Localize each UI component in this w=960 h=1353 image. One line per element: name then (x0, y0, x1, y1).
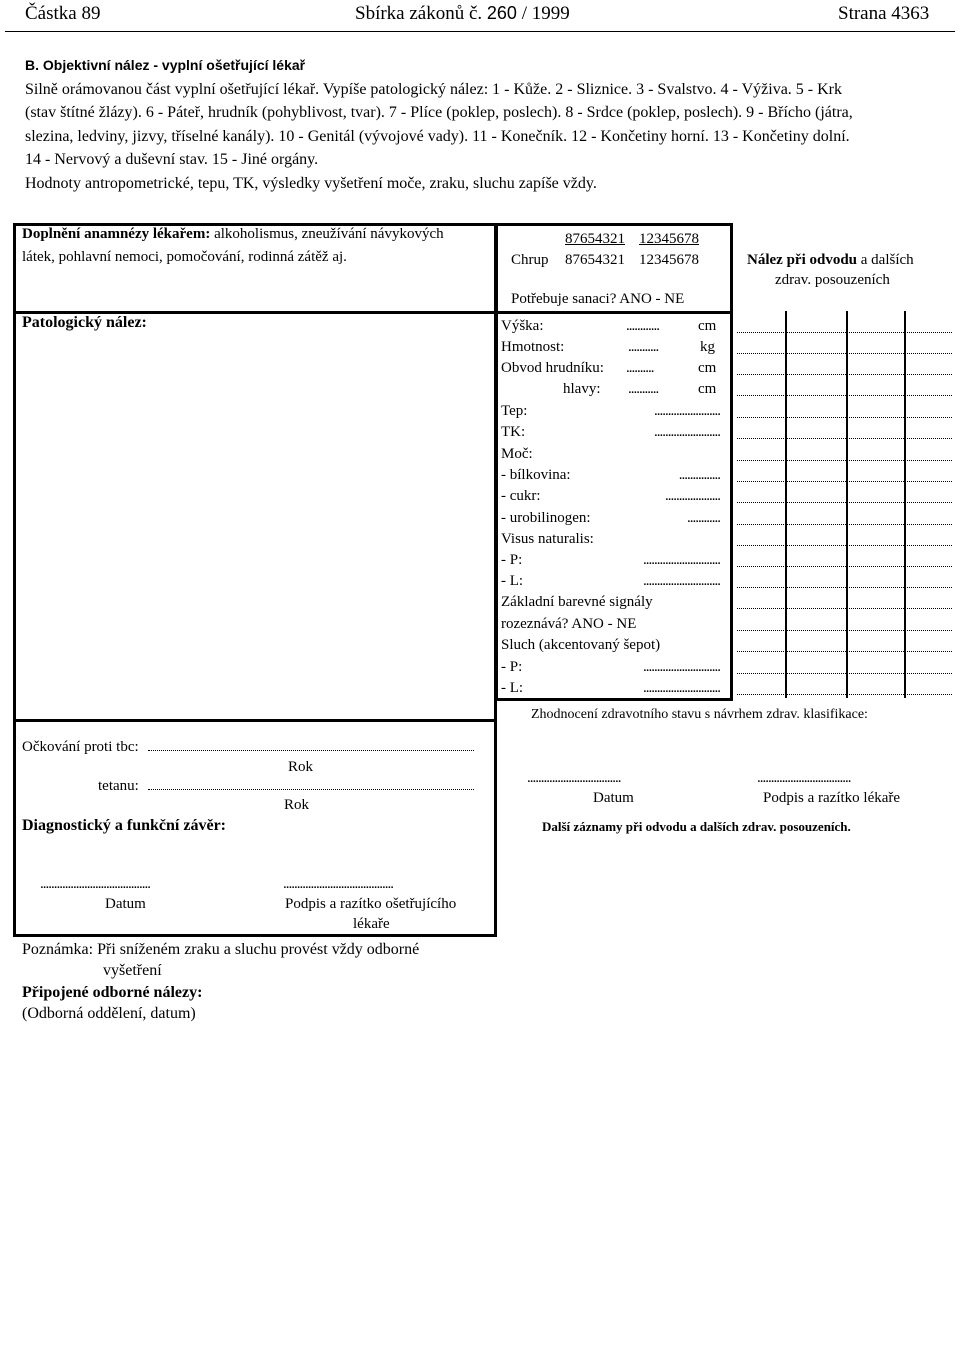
right-datum-label: Datum (593, 790, 634, 806)
measurement-field[interactable]: ........... (628, 381, 659, 397)
grid-row-field[interactable] (737, 524, 952, 525)
header-collection-year: / 1999 (521, 3, 570, 24)
oddeleni-label: (Odborná oddělení, datum) (22, 1005, 196, 1022)
instruction-line: slezina, ledviny, jizvy, tříselné kanály). 10 - Genitál (vývojové vady). 11 - Konečník. 12 - Končetiny horní. 13 - Končetiny dolní. (25, 128, 850, 145)
teeth-upper-right: 87654321 (565, 231, 625, 247)
datum-label: Datum (105, 896, 146, 912)
grid-row-field[interactable] (737, 587, 952, 588)
measurement-field[interactable]: ............................ (643, 552, 720, 568)
measurement-row (501, 510, 591, 527)
grid-row-field[interactable] (737, 608, 952, 609)
measurement-field[interactable]: ............ (687, 510, 720, 526)
nalez-header-rest: a dalších (860, 252, 914, 268)
measurement-row (501, 446, 533, 463)
nalez-header (747, 252, 914, 269)
measurement-unit: cm (698, 360, 717, 376)
anamneza-label: Doplnění anamnézy lékařem: (22, 226, 211, 242)
instruction-line: (stav štítné žlázy). 6 - Páteř, hrudník (pohyblivost, tvar). 7 - Plíce (poklep, poslech). 8 - Srdce (poklep, poslech). 9 - Břícho (játra, (25, 104, 853, 121)
measurement-label: Visus naturalis: (501, 531, 594, 547)
measurement-row (501, 659, 522, 676)
header-collection (355, 3, 570, 25)
measurement-label: Základní barevné signály (501, 594, 653, 610)
measurement-label: - P: (501, 552, 523, 568)
measurement-row (501, 488, 541, 505)
grid-row-field[interactable] (737, 395, 952, 396)
poznamka-line2: vyšetření (103, 962, 162, 979)
measurement-field[interactable]: ........................ (654, 403, 720, 419)
zhodnoceni-label: Zhodnocení zdravotního stavu s návrhem zdrav. klasifikace: (531, 707, 868, 722)
header-part: Částka 89 (25, 3, 101, 24)
measurement-label: - L: (501, 680, 524, 696)
measurement-row (501, 680, 523, 697)
measurement-field[interactable]: ............................ (643, 680, 720, 696)
pripojene-label: Připojené odborné nálezy: (22, 984, 203, 1001)
measurement-label: Sluch (akcentovaný šepot) (501, 637, 661, 653)
measurement-unit: cm (698, 318, 717, 334)
podpis-dots[interactable]: ........................................ (283, 876, 393, 892)
measurement-label: rozeznává? ANO - NE (501, 616, 637, 632)
box-divider (495, 311, 733, 314)
measurement-label: - urobilinogen: (501, 510, 591, 526)
teeth-lower-right: 87654321 (565, 252, 625, 268)
section-title: B. Objektivní nález - vyplní ošetřující lékař (25, 57, 306, 73)
grid-row-field[interactable] (737, 417, 952, 418)
header-page: Strana 4363 (838, 3, 930, 24)
measurement-label: - bílkovina: (501, 467, 571, 483)
right-datum-dots[interactable]: .................................. (527, 770, 621, 786)
teeth-lower-left: 12345678 (639, 252, 699, 268)
rok-label: Rok (288, 759, 314, 775)
measurement-row (501, 573, 523, 590)
measurement-field[interactable]: ............................ (643, 573, 720, 589)
measurement-unit: kg (700, 339, 715, 355)
measurement-row (501, 594, 653, 611)
box-divider (13, 719, 497, 722)
right-podpis-dots[interactable]: .................................. (757, 770, 851, 786)
grid-row-field[interactable] (737, 332, 952, 333)
datum-dots[interactable]: ........................................ (40, 876, 150, 892)
tetanu-label: tetanu: (98, 778, 139, 794)
grid-row-field[interactable] (737, 694, 952, 695)
podpis-label-2: lékaře (353, 916, 390, 932)
measurement-row (501, 531, 594, 548)
teeth-upper-left: 12345678 (639, 231, 699, 247)
grid-row-field[interactable] (737, 438, 952, 439)
measurement-row (501, 467, 571, 484)
nalez-header-bold: Nález při odvodu (747, 252, 858, 268)
measurement-row (501, 318, 544, 335)
measurement-label: - L: (501, 573, 524, 589)
measurement-label: Moč: (501, 446, 533, 462)
podpis-label: Podpis a razítko ošetřujícího (285, 896, 457, 912)
poznamka-line1: Poznámka: Při sníženém zraku a sluchu provést vždy odborné (22, 941, 420, 958)
measurement-label: - P: (501, 659, 523, 675)
measurement-field[interactable]: ............... (678, 467, 720, 483)
measurement-label: Výška: (501, 318, 544, 334)
instruction-line: Silně orámovanou část vyplní ošetřující lékař. Vypíše patologický nález: 1 - Kůže. 2 - Sliznice. 3 - Svalstvo. 4 - Výživa. 5 - Krk (25, 81, 842, 98)
tetanu-field[interactable] (148, 789, 474, 790)
grid-row-field[interactable] (737, 502, 952, 503)
measurement-row (563, 381, 601, 398)
measurement-label: TK: (501, 424, 526, 440)
measurement-label: Obvod hrudníku: (501, 360, 604, 376)
grid-row-field[interactable] (737, 651, 952, 652)
anamneza-line2: látek, pohlavní nemoci, pomočování, rodinná zátěž aj. (22, 249, 347, 265)
measurement-row (501, 552, 522, 569)
anamneza-text: alkoholismus, zneužívání návykových (214, 226, 444, 242)
ockovani-field[interactable] (148, 750, 474, 751)
grid-row-field[interactable] (737, 481, 952, 482)
measurement-field[interactable]: .................... (665, 488, 720, 504)
chrup-label: Chrup (511, 252, 549, 268)
measurement-row (501, 360, 604, 377)
grid-row-field[interactable] (737, 353, 952, 354)
header-collection-prefix: Sbírka zákonů č. (355, 3, 483, 24)
measurement-field[interactable]: .......... (626, 360, 654, 376)
header-collection-number: 260 (486, 3, 517, 23)
grid-row-field[interactable] (737, 460, 952, 461)
grid-row-field[interactable] (737, 566, 952, 567)
measurement-unit: cm (698, 381, 717, 397)
measurement-row (501, 403, 527, 420)
rok-label: Rok (284, 797, 310, 813)
grid-row-field[interactable] (737, 630, 952, 631)
anamneza (22, 226, 444, 243)
sanace-question: Potřebuje sanaci? ANO - NE (511, 291, 685, 307)
diagnosticky-label: Diagnostický a funkční závěr: (22, 817, 226, 834)
ockovani-label: Očkování proti tbc: (22, 739, 139, 755)
dalsi-zaznamy: Další záznamy při odvodu a dalších zdrav. posouzeních. (542, 819, 851, 834)
grid-row-field[interactable] (737, 673, 952, 674)
measurement-field[interactable]: ............................ (643, 659, 720, 675)
grid-row-field[interactable] (737, 545, 952, 546)
instruction-line: 14 - Nervový a duševní stav. 15 - Jiné orgány. (25, 151, 319, 168)
right-podpis-label: Podpis a razítko lékaře (763, 790, 901, 806)
measurement-field[interactable]: ............ (626, 318, 659, 334)
measurement-row (501, 424, 525, 441)
measurement-field[interactable]: ........... (628, 339, 659, 355)
grid-column-divider (785, 311, 787, 698)
measurement-row (501, 637, 660, 654)
grid-row-field[interactable] (737, 374, 952, 375)
measurement-label: Tep: (501, 403, 528, 419)
measurement-field[interactable]: ........................ (654, 424, 720, 440)
header-rule (5, 31, 955, 32)
nalez-header-2: zdrav. posouzeních (775, 272, 890, 288)
measurement-label: Hmotnost: (501, 339, 565, 355)
measurement-label: - cukr: (501, 488, 541, 504)
patologicky-label: Patologický nález: (22, 314, 147, 331)
measurement-row (501, 616, 636, 633)
measurement-row (501, 339, 564, 356)
grid-column-divider (904, 311, 906, 698)
measurement-label: hlavy: (563, 381, 601, 397)
grid-column-divider (846, 311, 848, 698)
instruction-line: Hodnoty antropometrické, tepu, TK, výsledky vyšetření moče, zraku, sluchu zapíše vždy. (25, 175, 597, 192)
